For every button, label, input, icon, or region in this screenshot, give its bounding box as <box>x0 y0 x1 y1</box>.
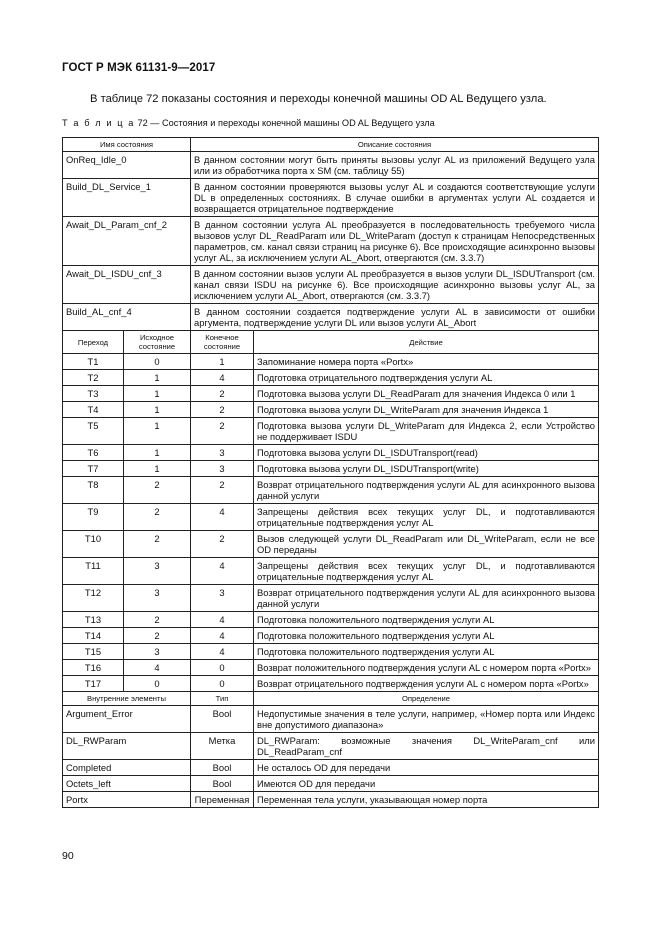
source-state: 4 <box>124 660 191 676</box>
internal-row <box>63 776 599 792</box>
internal-row <box>63 760 599 776</box>
source-state: 1 <box>124 418 191 445</box>
transition-row <box>63 461 599 477</box>
source-state: 1 <box>124 386 191 402</box>
target-state: 2 <box>191 386 254 402</box>
transition-action: Подготовка вызова услуги DL_WriteParam для Индекса 2, если Устройство не поддерживает ISDU <box>254 418 599 445</box>
state-row <box>63 217 599 266</box>
transition-id: T11 <box>63 558 124 585</box>
caption-label: Т а б л и ц а <box>62 118 135 128</box>
state-name: Build_AL_cnf_4 <box>63 304 191 331</box>
transition-id: T14 <box>63 628 124 644</box>
state-description: В данном состоянии могут быть приняты вызовы услуг AL из приложений Ведущего узла или из обработчика порта x SM (см. таблицу 55) <box>191 152 599 179</box>
internals-header-row <box>63 692 599 706</box>
transition-action: Возврат отрицательного подтверждения услуги AL с номером порта «Portx» <box>254 676 599 692</box>
document-header: ГОСТ Р МЭК 61131-9—2017 <box>62 62 216 74</box>
transition-id: T13 <box>63 612 124 628</box>
target-state: 3 <box>191 445 254 461</box>
transition-id: T3 <box>63 386 124 402</box>
transition-action: Подготовка вызова услуги DL_ReadParam для значения Индекса 0 или 1 <box>254 386 599 402</box>
internal-row <box>63 733 599 760</box>
source-state: 2 <box>124 628 191 644</box>
transition-id: T6 <box>63 445 124 461</box>
transition-id: T7 <box>63 461 124 477</box>
header-internal-item: Внутренние элементы <box>63 692 191 706</box>
transition-id: T12 <box>63 585 124 612</box>
state-name: Await_DL_ISDU_cnf_3 <box>63 266 191 304</box>
transition-row <box>63 585 599 612</box>
transition-action: Подготовка отрицательного подтверждения услуги AL <box>254 370 599 386</box>
transition-id: T2 <box>63 370 124 386</box>
transition-id: T16 <box>63 660 124 676</box>
intro-paragraph: В таблице 72 показаны состояния и переходы конечной машины OD AL Ведущего узла. <box>90 93 547 105</box>
internal-name: Octets_left <box>63 776 191 792</box>
transition-row <box>63 354 599 370</box>
header-action: Действие <box>254 331 599 354</box>
transition-id: T17 <box>63 676 124 692</box>
internal-type: Bool <box>191 706 254 733</box>
transition-row <box>63 628 599 644</box>
source-state: 1 <box>124 445 191 461</box>
internal-type: Bool <box>191 776 254 792</box>
header-state-name: Имя состояния <box>63 138 191 152</box>
transition-row <box>63 660 599 676</box>
transition-action: Вызов следующей услуги DL_ReadParam или DL_WriteParam, если не все OD переданы <box>254 531 599 558</box>
header-target-state: Конечное состояние <box>191 331 254 354</box>
transition-action: Возврат отрицательного подтверждения услуги AL для асинхронного вызова данной услуги <box>254 585 599 612</box>
transition-action: Возврат положительного подтверждения услуги AL с номером порта «Portx» <box>254 660 599 676</box>
internal-name: Completed <box>63 760 191 776</box>
transition-row <box>63 418 599 445</box>
state-description: В данном состоянии услуга AL преобразуется в последовательность требуемого числа вызовов услуг DL_ReadParam или DL_WriteParam (доступ к страницам Непосредственных параметров, см. канал связи страниц на рисунке 6). Все происходящие асинхронно вызовы услуг AL, за исключением услуги AL_Abort, отвергаются (см. 3.3.7) <box>191 217 599 266</box>
transition-id: T8 <box>63 477 124 504</box>
internal-definition: Недопустимые значения в теле услуги, например, «Номер порта или Индекс вне допустимого диапазона» <box>254 706 599 733</box>
transition-action: Запрещены действия всех текущих услуг DL, и подготавливаются отрицательные подтверждения услуг AL <box>254 504 599 531</box>
source-state: 1 <box>124 461 191 477</box>
transition-row <box>63 477 599 504</box>
target-state: 4 <box>191 370 254 386</box>
target-state: 4 <box>191 612 254 628</box>
internal-type: Метка <box>191 733 254 760</box>
transition-row <box>63 644 599 660</box>
transition-action: Возврат отрицательного подтверждения услуги AL для асинхронного вызова данной услуги <box>254 477 599 504</box>
header-state-description: Описание состояния <box>191 138 599 152</box>
table-caption <box>62 118 435 128</box>
header-type: Тип <box>191 692 254 706</box>
source-state: 3 <box>124 585 191 612</box>
transition-id: T5 <box>63 418 124 445</box>
transition-id: T1 <box>63 354 124 370</box>
source-state: 1 <box>124 402 191 418</box>
state-description: В данном состоянии проверяются вызовы услуг AL и создаются соответствующие услуги DL в определенных состояниях. В случае ошибки в аргументах услуги AL создается и возвращается отрицательное подтверждение <box>191 179 599 217</box>
header-definition: Определение <box>254 692 599 706</box>
target-state: 2 <box>191 531 254 558</box>
transition-action: Подготовка вызова услуги DL_ISDUTransport(write) <box>254 461 599 477</box>
transition-row <box>63 558 599 585</box>
internal-definition: DL_RWParam: возможные значения DL_WriteParam_cnf или DL_ReadParam_cnf <box>254 733 599 760</box>
internal-name: Argument_Error <box>63 706 191 733</box>
transition-action: Подготовка положительного подтверждения услуги AL <box>254 644 599 660</box>
source-state: 1 <box>124 370 191 386</box>
state-description: В данном состоянии вызов услуги AL преобразуется в вызов услуги DL_ISDUTransport (см. канал связи ISDU на рисунке 6). Все происходящие асинхронно вызовы услуг AL, за исключением услуги AL_Abort, отвергаются (см. 3.3.7) <box>191 266 599 304</box>
target-state: 4 <box>191 504 254 531</box>
source-state: 3 <box>124 644 191 660</box>
transition-id: T9 <box>63 504 124 531</box>
state-row <box>63 266 599 304</box>
target-state: 3 <box>191 585 254 612</box>
header-source-state: Исходное состояние <box>124 331 191 354</box>
internal-name: Portx <box>63 792 191 808</box>
target-state: 4 <box>191 628 254 644</box>
state-name: Await_DL_Param_cnf_2 <box>63 217 191 266</box>
transition-row <box>63 504 599 531</box>
target-state: 0 <box>191 660 254 676</box>
transition-row <box>63 531 599 558</box>
page-number: 90 <box>62 850 74 862</box>
state-name: Build_DL_Service_1 <box>63 179 191 217</box>
source-state: 2 <box>124 531 191 558</box>
target-state: 2 <box>191 477 254 504</box>
transition-row <box>63 386 599 402</box>
transition-id: T4 <box>63 402 124 418</box>
internal-row <box>63 706 599 733</box>
transition-id: T15 <box>63 644 124 660</box>
transition-action: Запоминание номера порта «Portx» <box>254 354 599 370</box>
state-row <box>63 152 599 179</box>
source-state: 2 <box>124 612 191 628</box>
internal-definition: Не осталось OD для передачи <box>254 760 599 776</box>
internal-name: DL_RWParam <box>63 733 191 760</box>
transition-action: Подготовка положительного подтверждения услуги AL <box>254 612 599 628</box>
caption-text: 72 — Состояния и переходы конечной машины OD AL Ведущего узла <box>137 118 435 128</box>
target-state: 2 <box>191 402 254 418</box>
transition-action: Подготовка вызова услуги DL_WriteParam для значения Индекса 1 <box>254 402 599 418</box>
internal-type: Переменная <box>191 792 254 808</box>
source-state: 3 <box>124 558 191 585</box>
source-state: 2 <box>124 504 191 531</box>
target-state: 4 <box>191 558 254 585</box>
internal-definition: Переменная тела услуги, указывающая номер порта <box>254 792 599 808</box>
states-header-row <box>63 138 599 152</box>
state-machine-table <box>62 137 599 808</box>
state-description: В данном состоянии создается подтверждение услуги AL в зависимости от ошибки аргумента, подтверждение услуги DL или вызов услуги AL_Abort <box>191 304 599 331</box>
target-state: 0 <box>191 676 254 692</box>
transition-row <box>63 676 599 692</box>
target-state: 4 <box>191 644 254 660</box>
internal-type: Bool <box>191 760 254 776</box>
target-state: 1 <box>191 354 254 370</box>
transition-action: Запрещены действия всех текущих услуг DL, и подготавливаются отрицательные подтверждения услуг AL <box>254 558 599 585</box>
header-transition: Переход <box>63 331 124 354</box>
state-row <box>63 304 599 331</box>
target-state: 3 <box>191 461 254 477</box>
transition-row <box>63 402 599 418</box>
transition-row <box>63 445 599 461</box>
source-state: 2 <box>124 477 191 504</box>
target-state: 2 <box>191 418 254 445</box>
transition-action: Подготовка положительного подтверждения услуги AL <box>254 628 599 644</box>
source-state: 0 <box>124 676 191 692</box>
source-state: 0 <box>124 354 191 370</box>
internal-definition: Имеются OD для передачи <box>254 776 599 792</box>
transition-id: T10 <box>63 531 124 558</box>
transition-row <box>63 370 599 386</box>
state-name: OnReq_Idle_0 <box>63 152 191 179</box>
state-row <box>63 179 599 217</box>
transition-action: Подготовка вызова услуги DL_ISDUTransport(read) <box>254 445 599 461</box>
transition-row <box>63 612 599 628</box>
internal-row <box>63 792 599 808</box>
transitions-header-row <box>63 331 599 354</box>
